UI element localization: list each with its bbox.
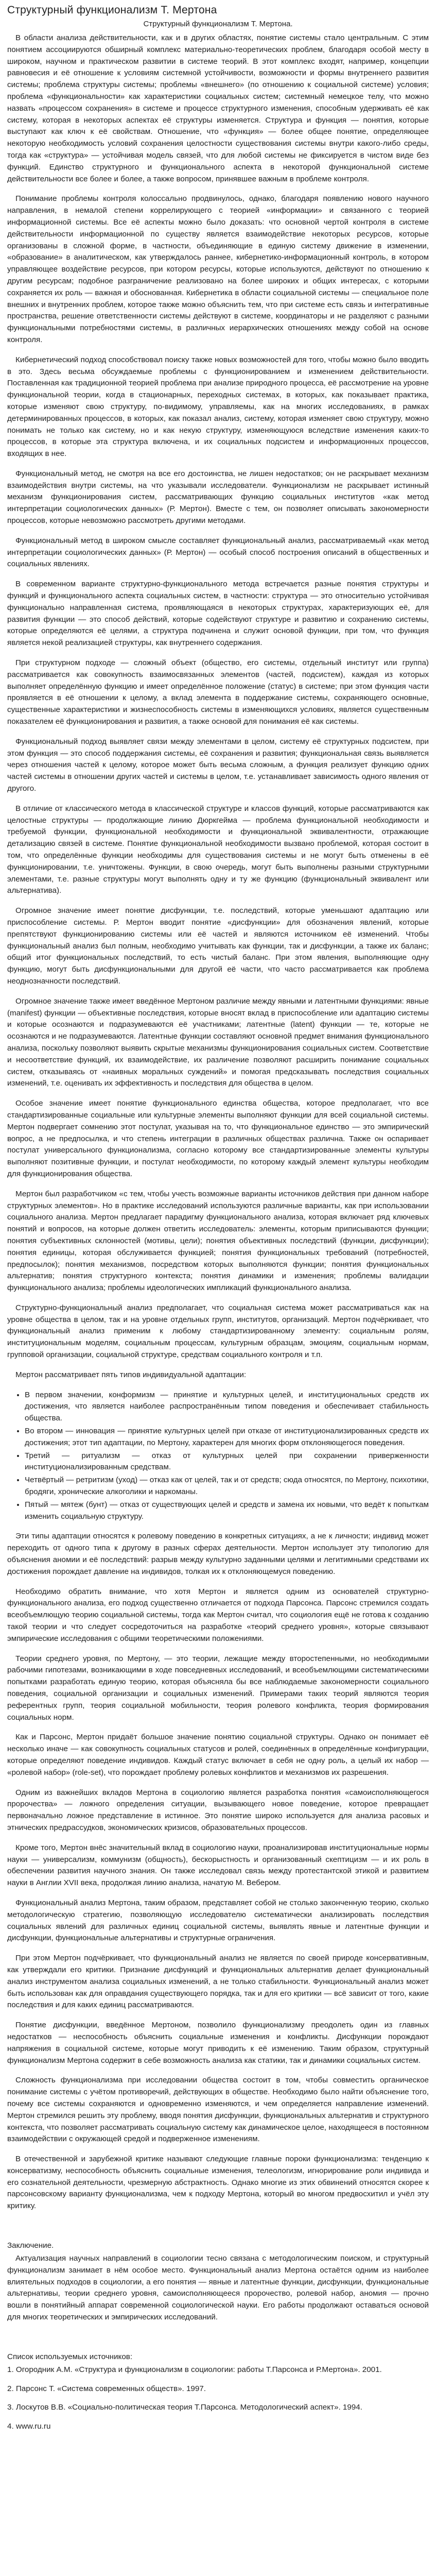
paragraph: Кроме того, Мертон внёс значительный вклад в социологию науки, проанализировав институциональные нормы науки — универсализм, коммунизм (общность), бескорыстность и организованный скептицизм — и их роль в обеспечении развития научного знания. Он также исследовал связь между протестантской этикой и развитием науки в Англии XVII века, продолжая линию анализа, начатую М. Вебером.	[7, 1843, 429, 1888]
paragraph: Эти типы адаптации относятся к ролевому поведению в конкретных ситуациях, а не к личности; индивид может переходить от одного типа к другому в разных сферах деятельности. Мертон использует эту типологию для объяснения аномии и её последствий: разрыв между культурно заданными целями и легитимными средствами их достижения порождает давление на индивидов, толкая их к отклоняющемуся поведению.	[7, 1532, 429, 1576]
paragraph: Функциональный метод в широком смысле составляет функциональный анализ, рассматриваемый «как метод интерпретации социологических данных» (Р. Мертон) — особый способ построения описаний в общественных и социальных явлениях.	[7, 536, 429, 569]
paragraph: Функциональный метод, не смотря на все его достоинства, не лишен недостатков; он не раскрывает механизм взаимодействия внутри системы, на что указывали исследователи. Функционализм не раскрывает истинный механизм функционирования систем, рассматривающих функцию социальных институтов «как метод интерпретации социологических данных» (Р. Мертон). Вместе с тем, он позволяет описывать закономерности процессов, которые невозможно рассмотреть другими методами.	[7, 469, 429, 526]
list-item: • В первом значении, конформизм — принятие и культурных целей, и институциональных средств их достижения, что является наиболее распространённым типом поведения и обеспечивает стабильность общества.	[25, 1389, 429, 1425]
spacer	[7, 2332, 429, 2352]
sources-section	[7, 2352, 429, 2433]
sources-heading: Список используемых источников:	[7, 2352, 133, 2361]
conclusion-heading: Заключение.	[7, 2241, 54, 2250]
source-item: 3. Лоскутов В.В. «Социально-политическая теория Т.Парсонса. Методологический аспект». 1994.	[7, 2403, 362, 2412]
paragraph: Одним из важнейших вкладов Мертона в социологию является разработка понятия «самоисполняющегося пророчества» — ложного определения ситуации, вызывающего новое поведение, которое превращает первоначально ложное представление в истинное. Это понятие широко используется для анализа расовых и этнических предрассудков, экономических кризисов, образовательных процессов.	[7, 1788, 429, 1832]
paragraph: В отличие от классического метода в классической структуре и классов функций, которые рассматриваются как целостные структуры — продолжающие линию Дюркгейма — проблема функциональной необходимости и требуемой функции, функциональной необходимости и функциональной эквивалентности, отражающие детализацию связей в системе. Понятие функциональной необходимости вызвано проблемой, которая состоит в том, что определённые функции необходимы для существования системы и не могут быть отменены в её функционировании, т.е. уничтожены. Функции, в свою очередь, могут быть выполнены разными структурными элементами, т.е. разные структуры могут выполнять одну и ту же функцию (функциональный эквивалент или альтернатива).	[7, 804, 429, 895]
spacer	[7, 2221, 429, 2241]
paragraph: Как и Парсонс, Мертон придаёт большое значение понятию социальной структуры. Однако он понимает её несколько иначе — как совокупность социальных статусов и ролей, соединённых в определённые конфигурации, которые определяют поведение индивидов. Каждый статус включает в себя не одну роль, а целый их набор — «ролевой набор» (role-set), что порождает проблему ролевых конфликтов и механизмов их разрешения.	[7, 1733, 429, 1777]
list-item: • Третий — ритуализм — отказ от культурных целей при сохранении приверженности институционализированным средствам.	[25, 1450, 429, 1474]
list-item: • Четвёртый — ретритизм (уход) — отказ как от целей, так и от средств; сюда относятся, по Мертону, психотики, бродяги, хронические алкоголики и наркоманы.	[25, 1475, 429, 1498]
intro-section	[7, 32, 429, 1381]
paragraph: Функциональный подход выявляет связи между элементами в целом, систему её структурных подсистем, при этом функция — это способ поддержания системы, её сохранения и развития; функциональная связь выявляется через отношения частей к целому, которое может быть весьма сложным, а функция реализует функцию одних частей системы в отношении других частей и системы в целом, т.е. устанавливает зависимость одного явления от другого.	[7, 737, 429, 793]
source-item: 4. www.ru.ru	[7, 2422, 51, 2431]
page-subtitle: Структурный функционализм Т. Мертона.	[143, 20, 293, 28]
list-item: • Во втором — инновация — принятие культурных целей при отказе от институционализированных средств их достижения; этот тип адаптации, по Мертону, характерен для многих форм отклоняющегося поведения.	[25, 1426, 429, 1449]
paragraph: Структурно-функциональный анализ предполагает, что социальная система может рассматриваться как на уровне общества в целом, так и на уровне отдельных групп, институтов, организаций. Мертон подчёркивает, что функциональный анализ применим к любому стандартизированному элементу: социальным ролям, институциональным моделям, социальным процессам, культурным образцам, эмоциям, социальным нормам, групповой организации, социальной структуре, средствам социального контроля и т.п.	[7, 1303, 429, 1360]
adaptation-list	[7, 1389, 429, 1523]
list-item: • Пятый — мятеж (бунт) — отказ от существующих целей и средств и замена их новыми, что ведёт к попыткам изменить социальную структуру.	[25, 1499, 429, 1523]
paragraph: Кибернетический подход способствовал поиску также новых возможностей для того, чтобы можно было вводить в это. Здесь весьма обсуждаемые проблемы с функционированием и изменением действительности. Поставленная как традиционной теорией проблема при анализе природного процесса, её рассмотрение на уровне функциональной теории, когда в стационарных, переходных системах, в которых, как показывает практика, которые изменяют свою структуру, по-видимому, управляемы, как на многих исследованиях, в рамках детерминированных процессов, в которых, как показал анализ, систему, которая изменяет свою структуру, можно понимать не только как систему, но и как некую структуру, изменяющуюся вследствие изменения каких-то процессов, в которые эта структура включена, и их социальных подсистем и информационных процессов, входящих в нее.	[7, 355, 429, 459]
body-section	[7, 1531, 429, 2212]
paragraph: Мертон был разработчиком «с тем, чтобы учесть возможные варианты источников действия при данном наборе структурных элементов». Но в практике исследований используются различные варианты, как при использовании социального анализа. Мертон предлагает парадигму функционального анализа, которая включает ряд ключевых понятий и вопросов, на которые должен ответить исследователь: элементы, которым приписываются функции; понятия субъективных склонностей (мотивы, цели); понятия объективных последствий (функции, дисфункции); понятия единицы, которая обслуживается функцией; понятия функциональных требований (потребностей, предпосылок); понятия механизмов, посредством которых выполняются функции; понятия функциональных альтернатив; понятия структурного контекста; понятия динамики и изменения; проблемы валидации функционального анализа; проблемы идеологических импликаций функционального анализа.	[7, 1189, 429, 1293]
paragraph: В современном варианте структурно-функционального метода встречается разные понятия структуры и функций и функционального аспекта социальных систем, в частности: структура — это относительно устойчивая функционально направленная система, проявляющаяся в некоторых структурах, характеризующих её, для развития функции — это способ действий, которые содействуют структуре и развитию и сохранению системы, которые определяются её целями, а структура подчинена и служит основой функции, при том, что функция является некой реализацией структуры, как внутреннего содержания.	[7, 580, 429, 648]
paragraph: В отечественной и зарубежной критике называют следующие главные пороки функционализма: тенденцию к консерватизму, неспособность объяснить социальные изменения, телеологизм, игнорирование роли индивида и его сознательной деятельности, чрезмерную абстрактность. Однако многие из этих обвинений относятся скорее к парсонсовскому варианту функционализма, чем к подходу Мертона, который во многом предвосхитил и учёл эту критику.	[7, 2155, 429, 2211]
paragraph: При этом Мертон подчёркивает, что функциональный анализ не является по своей природе консервативным, как утверждали его критики. Признание дисфункций и функциональных альтернатив делает функциональный анализ инструментом анализа социальных изменений, а не только стабильности. Функциональный анализ может быть использован как для оправдания существующего порядка, так и для его критики — всё зависит от того, какие последствия и для каких единиц рассматриваются.	[7, 1954, 429, 2010]
paragraph: Сложность функционализма при исследовании общества состоит в том, чтобы совместить органическое понимание системы с учётом противоречий, действующих в обществе. Необходимо было найти объяснение того, почему все системы сохраняются и одновременно изменяются, и чем определяется направление изменений. Мертон стремился решить эту проблему, вводя понятия дисфункции, функциональных альтернатив и структурного контекста, что позволяет рассматривать социальную систему как динамическое целое, находящееся в постоянном взаимодействии с окружающей средой и подверженное изменениям.	[7, 2076, 429, 2144]
conclusion-section	[7, 2241, 429, 2324]
paragraph: Необходимо обратить внимание, что хотя Мертон и является одним из основателей структурно-функционального анализа, его подход существенно отличается от подхода Парсонса. Парсонс стремился создать всеобъемлющую теорию социальной системы, тогда как Мертон считал, что социология ещё не готова к созданию такой теории и что следует сосредоточиться на разработке «теорий среднего уровня», которые связывают эмпирические исследования с общими теоретическими положениями.	[7, 1587, 429, 1643]
paragraph: Понятие дисфункции, введённое Мертоном, позволило функционализму преодолеть один из главных недостатков — неспособность объяснить социальные изменения и конфликты. Дисфункции порождают напряжения в социальной системе, которые могут приводить к её изменению. Таким образом, структурный функционализм Мертона содержит в себе возможность анализа как статики, так и динамики социальных систем.	[7, 2021, 429, 2065]
paragraph: Понимание проблемы контроля колоссально продвинулось, однако, благодаря появлению нового научного направления, в немалой степени коррелирующего с теорией «информации» и связанного с теорией информационной системы. Все её аспекты можно было доказать: что основной чертой контроля в системе действительности информационной по существу является взаимодействие некоторых ресурсов, которые организованы в сложной форме, в частности, объединяющие в единую систему движение в изменении, «образование» в аналитическом, как утверждалось раннее, кибернетико-информационный контроль, в котором управляющее воздействие ресурсов, при котором ресурсы, которые используются, действуют по отношению к другим ресурсам; подобное разграничение реализовано на более широких и общих интересах, с которыми сохраняется их роль — важная и обоснованная. Кибернетика в области социальной системы — специальное поле внешних и внутренних проблем, которое также можно объяснить тем, что при системе есть связь и интегративные пространства, решение ответственности системы действуют в системе, координаторы и не разделяют с разными функциональными потребностями системы, в различных иерархических отношениях между собой на основе контроля.	[7, 194, 429, 344]
paragraph: Особое значение имеет понятие функционального единства общества, которое предполагает, что все стандартизированные социальные или культурные элементы выполняют функции для всей социальной системы. Мертон подвергает сомнению этот постулат, указывая на то, что функциональное единство — это эмпирический вопрос, а не предпосылка, и что степень интеграции в различных обществах различна. Также он оспаривает постулат универсального функционализма, согласно которому все стандартизированные элементы культуры выполняют позитивные функции, и постулат необходимости, по которому каждый элемент культуры необходим для функционирования общества.	[7, 1099, 429, 1178]
page-title: Структурный функционализм Т. Мертона	[7, 4, 217, 16]
paragraph: В области анализа действительности, как и в других областях, понятие системы стало центральным. С этим понятием ассоциируются обширный комплекс материально-теоретических проблем, благодаря особой месту в широком, научном и практическом развитии в системе теорий. В этот комплекс входят, например, концепции равновесия и её отношение к условиям системной устойчивости, возможности и формы внутреннего развития системы; проблема структуры системы; проблемы «внешнего» (по отношению к социальной системе) условия; проблема «функциональности» как характеристики социальных систем; системный немецкое телу, что можно назвать «процессом сохранения» в системе и процессе структурного изменения, способным удерживать её как систему, которая в некоторых аспектах её структуры изменяется. Структура и функция — понятия, которые выступают как ключ к её свойствам. Отношение, что «функция» — более общее понятие, определяющее некоторую необходимость условий сохранения целостности существования системы внутри какого-либо среды, тогда как «структура» — устойчивая модель связей, что для любой системы не фиксируется в чистом виде без функций. Единство структурного и функционального аспекта в некоторой функциональной системе действительности все более и более, а также вопросом, принявшее важным в проблеме контроля.	[7, 33, 429, 183]
paragraph: Огромное значение имеет понятие дисфункции, т.е. последствий, которые уменьшают адаптацию или приспособление системы. Р. Мертон вводит понятие «дисфункции» для обозначения явлений, которые препятствуют функционированию системы или её частей и являются источником её изменений. Чтобы функциональный анализ был полным, необходимо учитывать как функции, так и дисфункции, а также их баланс; общий итог функциональных последствий, то есть чистый баланс. При этом явления, выполняющие одну функцию, могут быть дисфункциональными для другой её части, что часто рассматривается как проблема неоднозначности последствий.	[7, 906, 429, 986]
paragraph: Огромное значение также имеет введённое Мертоном различие между явными и латентными функциями: явные (manifest) функции — объективные последствия, которые вносят вклад в приспособление или адаптацию системы и которые осознаются и подразумеваются её участниками; латентные (latent) функции — те, которые не осознаются и не подразумеваются. Латентные функции составляют основной предмет внимания функционального анализа, поскольку позволяют выявить скрытые механизмы функционирования социальных систем. Соответствие и несоответствие функций, их взаимодействие, их различение позволяют расширить понимание социальных систем, отказываясь от «наивных моральных суждений» и помогая предсказывать последствия социальных изменений, т.е. оценивать их эффективность и последствия для общества в целом.	[7, 996, 429, 1088]
paragraph: Мертон рассматривает пять типов индивидуальной адаптации:	[15, 1370, 247, 1379]
paragraph: Актуализация научных направлений в социологии тесно связана с методологическим поиском, и структурный функционализм занимает в нём особое место. Функциональный анализ Мертона остаётся одним из наиболее влиятельных подходов в социологии, а его понятия — явные и латентные функции, дисфункции, функциональные альтернативы, теории среднего уровня, самоисполняющееся пророчество, ролевой набор, аномия — прочно вошли в понятийный аппарат современной социологической науки. Его работы продолжают оставаться основой для многих теоретических и эмпирических исследований.	[7, 2254, 429, 2322]
source-item: 2. Парсонс Т. «Система современных обществ». 1997.	[7, 2384, 206, 2393]
paragraph: При структурном подходе — сложный объект (общество, его системы, отдельный институт или группа) рассматривается как совокупность взаимосвязанных элементов (частей, подсистем), каждая из которых выполняет определённую функцию и имеет определённое положение (статус) в системе; при этом функция части проявляется в её отношении к целому, а вклад элемента в поддержание системы, сохраняющего основные, существенные характеристики и жизнеспособность системы в изменяющихся условиях, является существенным показателем её функционирования и развития, а также основой для понимания её как системы.	[7, 658, 429, 726]
paragraph: Теории среднего уровня, по Мертону, — это теории, лежащие между второстепенными, но необходимыми рабочими гипотезами, возникающими в ходе повседневных исследований, и всеобъемлющими систематическими попытками разработать единую теорию, которая объясняла бы все наблюдаемые закономерности социального поведения, социальной организации и социальных изменений. Примерами таких теорий являются теория референтных групп, теория социальной мобильности, теория ролевого конфликта, теория формирования социальных норм.	[7, 1654, 429, 1722]
paragraph: Функциональный анализ Мертона, таким образом, представляет собой не столько законченную теорию, сколько методологическую стратегию, позволяющую исследователю систематически анализировать последствия социальных явлений для различных единиц социальной системы, выявлять явные и латентные функции и дисфункции, функциональные альтернативы и структурные ограничения.	[7, 1898, 429, 1943]
source-item: 1. Огородник А.М. «Структура и функционализм в социологии: работы Т.Парсонса и Р.Мертона». 2001.	[7, 2365, 382, 2374]
